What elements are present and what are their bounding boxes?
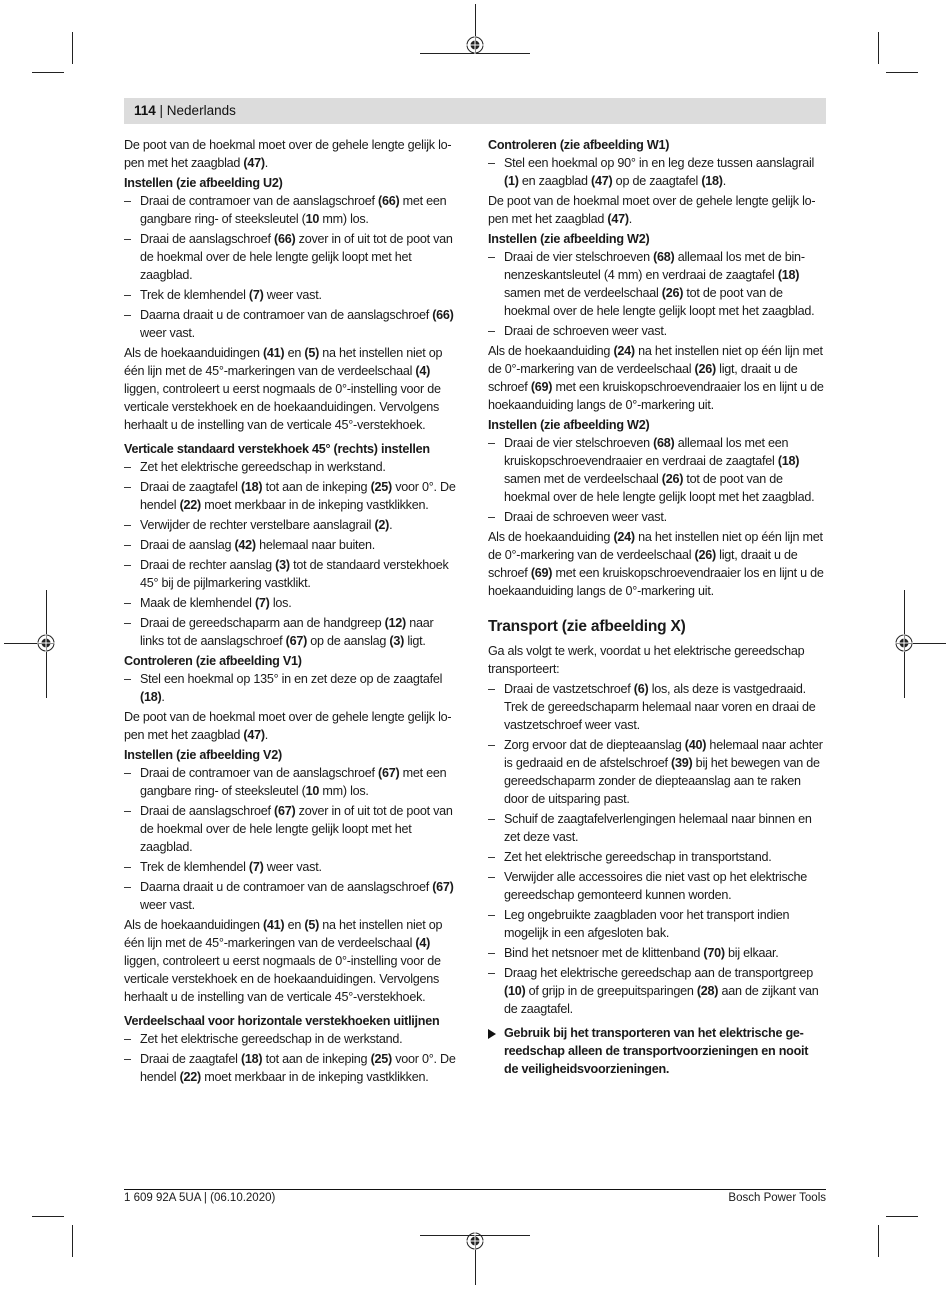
- reference-number: (26): [694, 362, 716, 376]
- reference-number: (41): [262, 346, 285, 360]
- reference-number: (25): [370, 480, 392, 494]
- reference-number: (42): [234, 538, 256, 552]
- reference-number: (22): [179, 1070, 201, 1084]
- list-item: – Trek de klemhendel (7) weer vast.: [124, 858, 460, 876]
- step-list: [124, 458, 460, 650]
- step-list: [488, 248, 824, 340]
- left-column: [124, 136, 460, 1088]
- reference-number: (66): [378, 194, 400, 208]
- paragraph: De poot van de hoekmal moet over de gehele lengte gelijk lopen met het zaagblad (47).: [124, 710, 452, 742]
- reference-number: 10: [305, 212, 320, 226]
- reference-number: (47): [243, 728, 265, 742]
- crop-mark: [886, 1216, 918, 1217]
- crop-mark: [878, 32, 879, 64]
- reference-number: (40): [684, 738, 707, 752]
- list-item: – Maak de klemhendel (7) los.: [124, 594, 460, 612]
- paragraph: Als de hoekaanduidingen (41) en (5) na het instellen niet op één lijn met de 45°-markeringen van de verdeelschaal (4) liggen, controleert u eerst nogmaals de 0°-instelling voor de verticale verstekhoek en de hoekaanduidingen. Vervolgens herhaalt u de instelling van de verticale 45°-verstekhoek.: [124, 346, 443, 432]
- list-item: – Daarna draait u de contramoer van de aanslagschroef (66) weer vast.: [124, 306, 460, 342]
- section-heading: Instellen (zie afbeelding V2): [124, 748, 282, 762]
- list-item: – Draai de gereedschaparm aan de handgreep (12) naar links tot de aanslagschroef (67) op de aanslag (3) ligt.: [124, 614, 460, 650]
- reference-number: (18): [701, 174, 723, 188]
- list-item: – Draai de vier stelschroeven (68) allemaal los met de binnenzeskantsleutel (4 mm) en verdraai de zaagtafel (18) samen met de verdeelschaal (26) tot de poot van de hoekmal over de hele lengte gelijk loopt met het zaagblad.: [488, 248, 824, 320]
- list-item: – Draai de aanslagschroef (66) zover in of uit tot de poot van de hoekmal over de hele lengte gelijk loopt met het zaagblad.: [124, 230, 460, 284]
- list-item: – Draai de contramoer van de aanslagschroef (67) met een gangbare ring- of steeksleutel (10 mm) los.: [124, 764, 460, 800]
- reference-number: (18): [240, 1052, 263, 1066]
- reference-number: (26): [661, 472, 684, 486]
- crop-mark: [32, 1216, 64, 1217]
- step-list: [124, 1030, 460, 1086]
- paragraph: Ga als volgt te werk, voordat u het elektrische gereedschap transporteert:: [488, 644, 805, 676]
- reference-number: (67): [378, 766, 400, 780]
- list-item: – Draai de zaagtafel (18) tot aan de inkeping (25) voor 0°. De hendel (22) moet merkbaar in de inkeping vastklikken.: [124, 478, 460, 514]
- reference-number: (26): [661, 286, 684, 300]
- step-list: [124, 764, 460, 914]
- section-heading: Instellen (zie afbeelding W2): [488, 232, 650, 246]
- list-item: – Verwijder de rechter verstelbare aanslagrail (2).: [124, 516, 460, 534]
- reference-number: (4): [415, 364, 431, 378]
- list-item: – Draai de schroeven weer vast.: [488, 508, 824, 526]
- registration-target-icon: [466, 1232, 484, 1250]
- step-list: [488, 680, 824, 1018]
- section-title: Transport (zie afbeelding X): [488, 618, 686, 635]
- section-heading: Controleren (zie afbeelding V1): [124, 654, 302, 668]
- list-item: – Draai de vastzetschroef (6) los, als deze is vastgedraaid. Trek de gereedschaparm helemaal naar voren en draai de vastzetschroef weer vast.: [488, 680, 824, 734]
- list-item: – Draai de zaagtafel (18) tot aan de inkeping (25) voor 0°. De hendel (22) moet merkbaar in de inkeping vastklikken.: [124, 1050, 460, 1086]
- section-heading: Verticale standaard verstekhoek 45° (rechts) instellen: [124, 442, 430, 456]
- reference-number: (26): [694, 548, 716, 562]
- step-list: [488, 154, 824, 190]
- page-number: 114: [134, 103, 156, 118]
- reference-number: (68): [653, 436, 675, 450]
- reference-number: (47): [607, 212, 629, 226]
- reference-number: (25): [370, 1052, 392, 1066]
- reference-number: (47): [243, 156, 265, 170]
- footer-rule: [124, 1189, 826, 1190]
- reference-number: (66): [432, 308, 454, 322]
- list-item: – Stel een hoekmal op 90° in en leg deze tussen aanslagrail (1) en zaagblad (47) op de zaagtafel (18).: [488, 154, 824, 190]
- list-item: – Stel een hoekmal op 135° in en zet deze op de zaagtafel (18).: [124, 670, 460, 706]
- reference-number: (1): [504, 174, 519, 188]
- reference-number: (12): [384, 616, 407, 630]
- list-item: – Draai de vier stelschroeven (68) allemaal los met een kruiskopschroevendraaier en verdraai de zaagtafel (18) samen met de verdeelschaal (26) tot de poot van de hoekmal over de hele lengte gelijk loopt met het zaagblad.: [488, 434, 824, 506]
- crop-mark: [72, 32, 73, 64]
- reference-number: (39): [671, 756, 693, 770]
- list-item: – Bind het netsnoer met de klittenband (70) bij elkaar.: [488, 944, 824, 962]
- reference-number: (5): [304, 346, 320, 360]
- list-item: – Verwijder alle accessoires die niet vast op het elektrische gereedschap gemonteerd kunnen worden.: [488, 868, 824, 904]
- arrow-bullet-icon: [488, 1029, 496, 1039]
- registration-target-icon: [37, 634, 55, 652]
- reference-number: (66): [274, 232, 296, 246]
- crop-mark: [32, 72, 64, 73]
- reference-number: (7): [254, 596, 270, 610]
- reference-number: (5): [304, 918, 320, 932]
- registration-target-icon: [895, 634, 913, 652]
- paragraph: Als de hoekaanduiding (24) na het instellen niet op één lijn met de 0°-markering van de verdeelschaal (26) ligt, draait u de schroef (69) met een kruiskopschroevendraaier los en lijnt u de hoekaanduiding langs de 0°-markering uit.: [488, 344, 824, 412]
- list-item: – Zet het elektrische gereedschap in de werkstand.: [124, 1030, 460, 1048]
- reference-number: (69): [530, 380, 553, 394]
- reference-number: (18): [240, 480, 263, 494]
- reference-number: (69): [530, 566, 553, 580]
- list-item: – Draai de aanslagschroef (67) zover in of uit tot de poot van de hoekmal over de hele lengte gelijk loopt met het zaagblad.: [124, 802, 460, 856]
- reference-number: (24): [613, 530, 635, 544]
- list-item: – Zorg ervoor dat de diepteaanslag (40) helemaal naar achter is gedraaid en de afstelschroef (39) bij het bewegen van de gereedschaparm zonder de diepteaanslag aan te raken door de uitsparing past.: [488, 736, 824, 808]
- reference-number: (28): [696, 984, 719, 998]
- list-item: – Zet het elektrische gereedschap in werkstand.: [124, 458, 460, 476]
- paragraph: De poot van de hoekmal moet over de gehele lengte gelijk lopen met het zaagblad (47).: [124, 138, 452, 170]
- section-heading: Instellen (zie afbeelding U2): [124, 176, 283, 190]
- footer-doc-id: 1 609 92A 5UA | (06.10.2020): [124, 1192, 276, 1204]
- reference-number: (3): [275, 558, 290, 572]
- reference-number: (2): [374, 518, 390, 532]
- step-list: [488, 434, 824, 526]
- reference-number: (7): [248, 288, 264, 302]
- step-list: [124, 670, 460, 706]
- reference-number: (41): [262, 918, 285, 932]
- registration-target-icon: [466, 36, 484, 54]
- paragraph: De poot van de hoekmal moet over de gehele lengte gelijk lopen met het zaagblad (47).: [488, 194, 816, 226]
- list-item: – Draai de aanslag (42) helemaal naar buiten.: [124, 536, 460, 554]
- list-item: – Draai de rechter aanslag (3) tot de standaard verstekhoek 45° bij de pijlmarkering vastklikt.: [124, 556, 460, 592]
- reference-number: (47): [591, 174, 613, 188]
- section-heading: Verdeelschaal voor horizontale verstekhoeken uitlijnen: [124, 1014, 440, 1028]
- crop-mark: [878, 1225, 879, 1257]
- reference-number: (68): [653, 250, 675, 264]
- reference-number: (22): [179, 498, 201, 512]
- reference-number: (18): [140, 690, 162, 704]
- crop-mark: [886, 72, 918, 73]
- language-label: Nederlands: [166, 103, 236, 118]
- list-item: – Draai de schroeven weer vast.: [488, 322, 824, 340]
- reference-number: (7): [248, 860, 264, 874]
- step-list: [124, 192, 460, 342]
- reference-number: (18): [777, 454, 800, 468]
- section-heading: Instellen (zie afbeelding W2): [488, 418, 650, 432]
- reference-number: (3): [389, 634, 405, 648]
- list-item: – Schuif de zaagtafelverlengingen helemaal naar binnen en zet deze vast.: [488, 810, 824, 846]
- crop-mark: [72, 1225, 73, 1257]
- page-header: 114 | Nederlands: [134, 103, 236, 118]
- warning-text: Gebruik bij het transporteren van het elektrische gereedschap alleen de transportvoorzieningen en nooit de veiligheidsvoorzieningen.: [504, 1026, 809, 1076]
- reference-number: (4): [415, 936, 431, 950]
- list-item: – Trek de klemhendel (7) weer vast.: [124, 286, 460, 304]
- safety-warning: [488, 1024, 824, 1078]
- list-item: – Draag het elektrische gereedschap aan de transportgreep (10) of grijp in de greepuitsparingen (28) aan de zijkant van de zaagtafel.: [488, 964, 824, 1018]
- list-item: – Draai de contramoer van de aanslagschroef (66) met een gangbare ring- of steeksleutel (10 mm) los.: [124, 192, 460, 228]
- right-column: [488, 136, 824, 1078]
- section-heading: Controleren (zie afbeelding W1): [488, 138, 670, 152]
- reference-number: (67): [285, 634, 308, 648]
- reference-number: (10): [504, 984, 526, 998]
- list-item: – Leg ongebruikte zaagbladen voor het transport indien mogelijk in een afgesloten bak.: [488, 906, 824, 942]
- reference-number: (67): [432, 880, 454, 894]
- list-item: – Zet het elektrische gereedschap in transportstand.: [488, 848, 824, 866]
- reference-number: (24): [613, 344, 635, 358]
- paragraph: Als de hoekaanduiding (24) na het instellen niet op één lijn met de 0°-markering van de verdeelschaal (26) ligt, draait u de schroef (69) met een kruiskopschroevendraaier los en lijnt u de hoekaanduiding langs de 0°-markering uit.: [488, 530, 824, 598]
- reference-number: (67): [274, 804, 296, 818]
- paragraph: Als de hoekaanduidingen (41) en (5) na het instellen niet op één lijn met de 45°-markeringen van de verdeelschaal (4) liggen, controleert u eerst nogmaals de 0°-instelling voor de verticale verstekhoek en de hoekaanduidingen. Vervolgens herhaalt u de instelling van de verticale 45°-verstekhoek.: [124, 918, 443, 1004]
- reference-number: (18): [777, 268, 800, 282]
- footer-brand: Bosch Power Tools: [728, 1192, 826, 1204]
- reference-number: (70): [703, 946, 725, 960]
- reference-number: (6): [633, 682, 649, 696]
- list-item: – Daarna draait u de contramoer van de aanslagschroef (67) weer vast.: [124, 878, 460, 914]
- reference-number: 10: [305, 784, 320, 798]
